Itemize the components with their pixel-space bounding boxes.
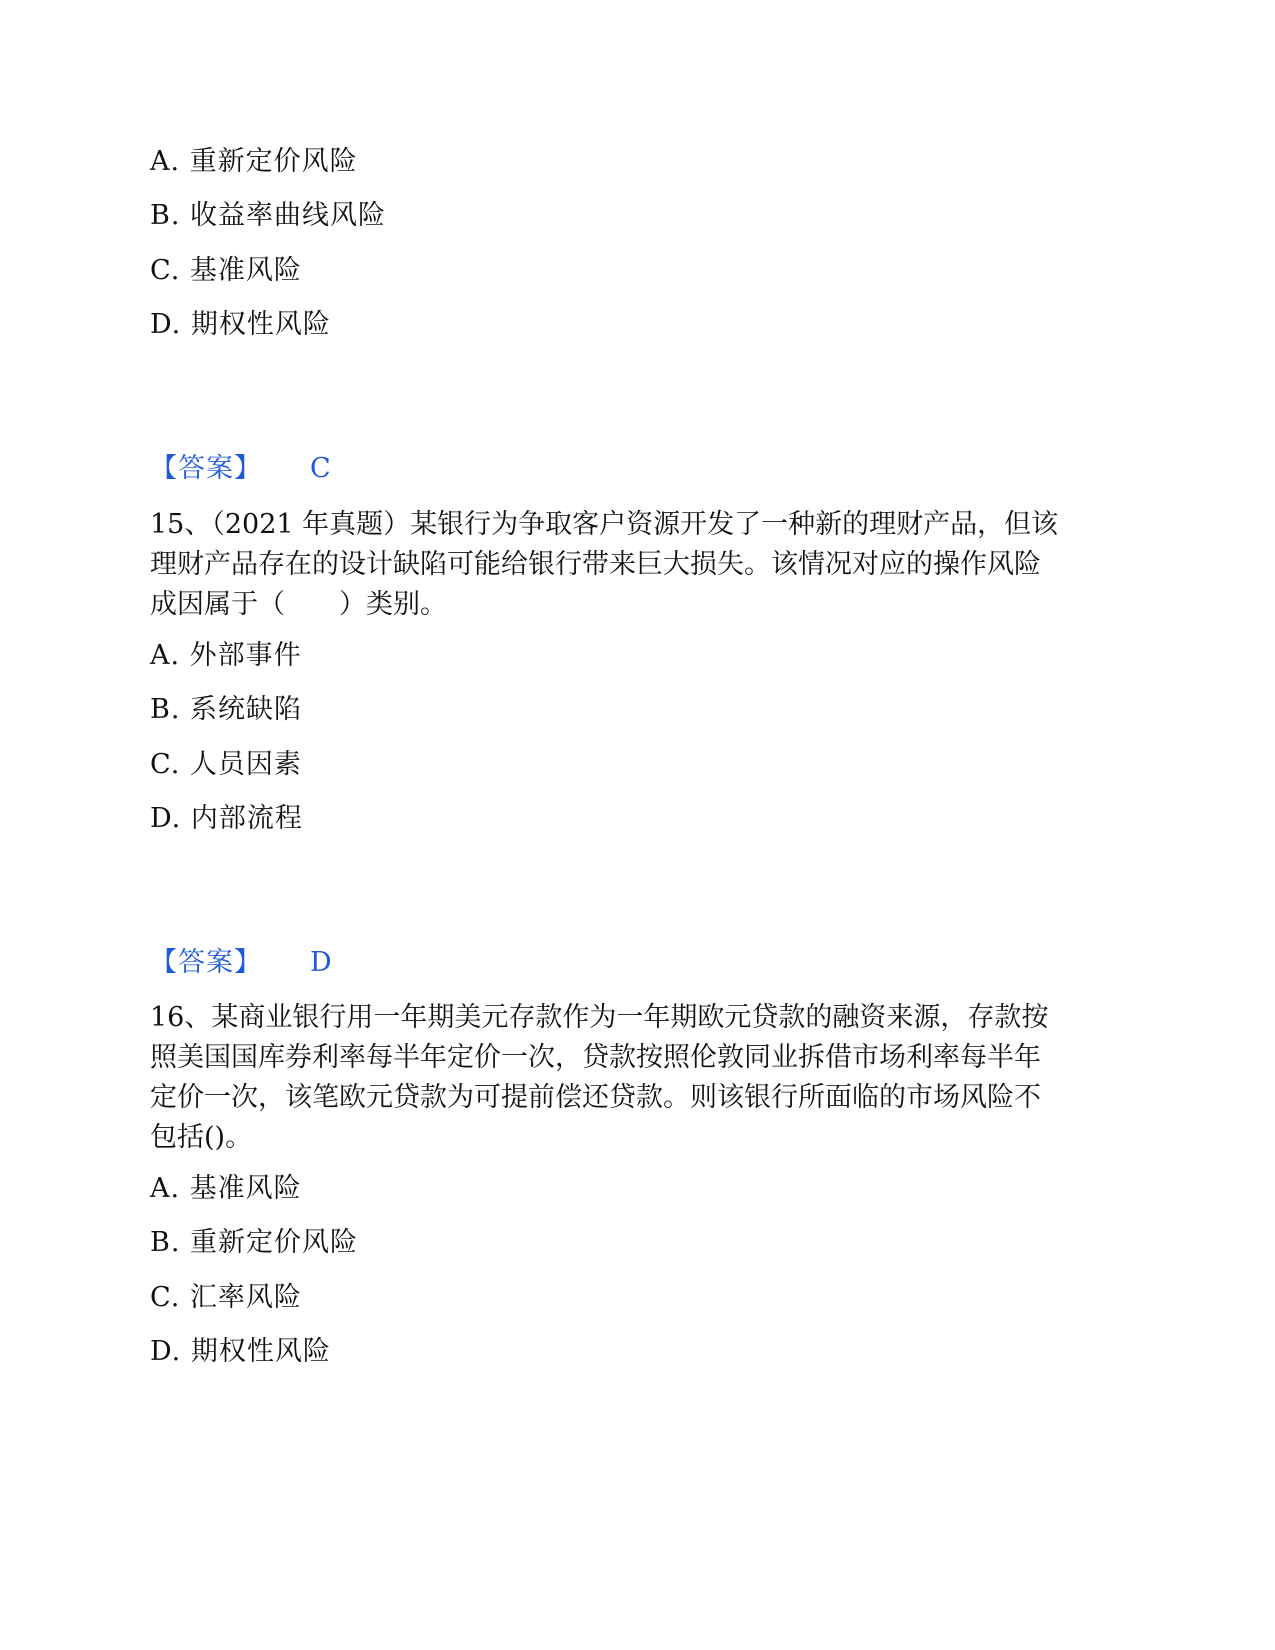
q16-option-a: A. 基准风险	[150, 1173, 302, 1204]
q16-stem-line: 照美国国库券利率每半年定价一次，贷款按照伦敦同业拆借市场利率每半年	[150, 1042, 1041, 1073]
q16-stem-line: 16、某商业银行用一年期美元存款作为一年期欧元贷款的融资来源，存款按	[150, 1002, 1049, 1033]
q16-option-b: B. 重新定价风险	[150, 1227, 359, 1258]
q16-stem-line: 包括()。	[150, 1122, 253, 1153]
q15-option-c: C. 人员因素	[150, 749, 302, 780]
q15-stem-line: 理财产品存在的设计缺陷可能给银行带来巨大损失。该情况对应的操作风险	[150, 549, 1041, 580]
q15-option-b: B. 系统缺陷	[150, 694, 303, 725]
q15-answer	[150, 944, 550, 982]
q16-stem-line: 定价一次，该笔欧元贷款为可提前偿还贷款。则该银行所面临的市场风险不	[150, 1082, 1041, 1113]
q16-option-c: C. 汇率风险	[150, 1282, 302, 1313]
q14-option-b: B. 收益率曲线风险	[150, 200, 387, 231]
answer-tag: 【答案】	[150, 453, 262, 484]
q14-option-a: A. 重新定价风险	[150, 146, 358, 177]
q16-stem	[150, 998, 1130, 1158]
q15-stem	[150, 505, 1130, 625]
q15-option-d: D. 内部流程	[150, 803, 303, 834]
q15-stem-line: 15、（2021 年真题）某银行为争取客户资源开发了一种新的理财产品，但该	[150, 509, 1059, 540]
q14-option-c: C. 基准风险	[150, 255, 302, 286]
q14-answer	[150, 450, 550, 488]
answer-tag: 【答案】	[150, 947, 262, 978]
q16-option-d: D. 期权性风险	[150, 1336, 331, 1367]
q15-option-a: A. 外部事件	[150, 640, 302, 671]
q14-option-d: D. 期权性风险	[150, 309, 331, 340]
answer-value: D	[310, 947, 332, 978]
q15-stem-line: 成因属于（ ）类别。	[150, 589, 447, 620]
answer-value: C	[310, 453, 331, 484]
